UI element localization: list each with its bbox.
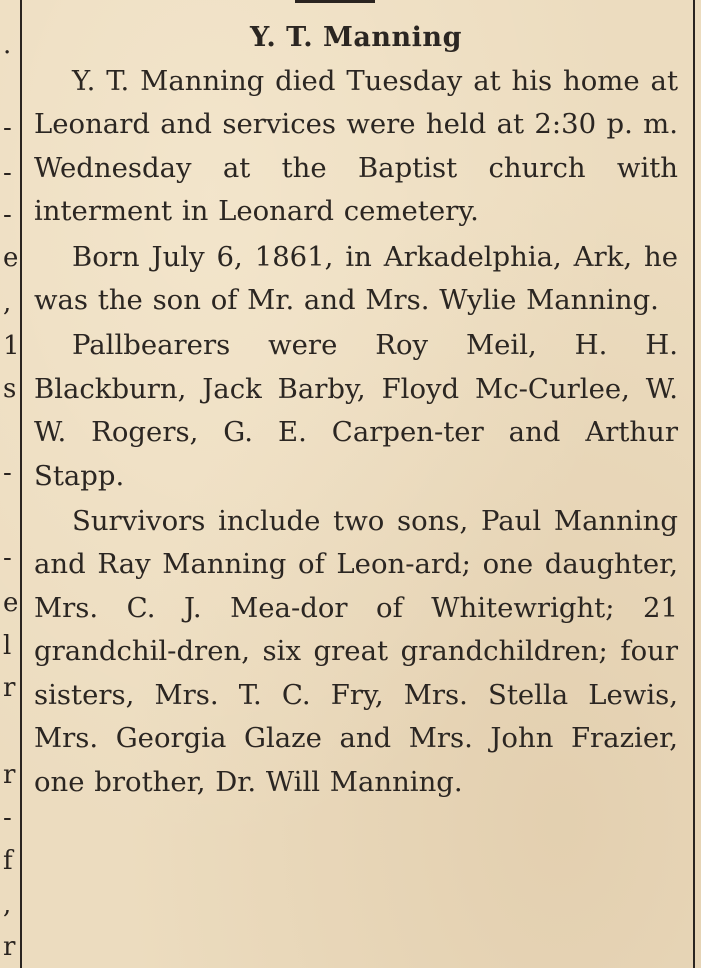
fragment-char: r <box>3 932 16 962</box>
fragment-char: - <box>3 200 12 230</box>
fragment-char: , <box>3 890 12 920</box>
fragment-char: f <box>3 846 13 876</box>
fragment-char: . <box>3 30 12 60</box>
article-headline: Y. T. Manning <box>250 22 462 53</box>
fragment-char: r <box>3 673 16 703</box>
fragment-char: e <box>3 243 19 273</box>
adjacent-column-fragments <box>0 0 18 968</box>
fragment-char: - <box>3 113 12 143</box>
fragment-char: l <box>3 631 12 661</box>
article-paragraph: Survivors include two sons, Paul Manning and Ray Manning of Leon-ard; one daughter, Mrs. C. J. Mea-dor of Whitewright; 21 grandchil-dren, six great grandchildren; four sisters, Mrs. T. C. Fry, Mrs. Stella Lewis, Mrs. Georgia Glaze and Mrs. John Frazier, one brother, Dr. Will Manning. <box>34 505 678 798</box>
fragment-char: e <box>3 588 19 618</box>
fragment-char: - <box>3 803 12 833</box>
fragment-char: - <box>3 543 12 573</box>
top-rule <box>295 0 375 3</box>
fragment-char: 1 <box>3 331 20 361</box>
article-paragraph: Born July 6, 1861, in Arkadelphia, Ark, he was the son of Mr. and Mrs. Wylie Manning. <box>34 240 678 317</box>
article-paragraph: Pallbearers were Roy Meil, H. H. Blackburn, Jack Barby, Floyd Mc-Curlee, W. W. Rogers, G. E. Carpen-ter and Arthur Stapp. <box>34 329 678 492</box>
fragment-char: - <box>3 158 12 188</box>
fragment-char: , <box>3 288 12 318</box>
fragment-char: r <box>3 760 16 790</box>
obituary-article <box>34 18 678 806</box>
article-paragraph: Y. T. Manning died Tuesday at his home at Leonard and services were held at 2:30 p. m. Wednesday at the Baptist church with interment in Leonard cemetery. <box>34 65 678 228</box>
fragment-char: - <box>3 458 12 488</box>
left-column-rule <box>20 0 22 968</box>
fragment-char: s <box>3 374 17 404</box>
right-column-rule <box>693 0 695 968</box>
